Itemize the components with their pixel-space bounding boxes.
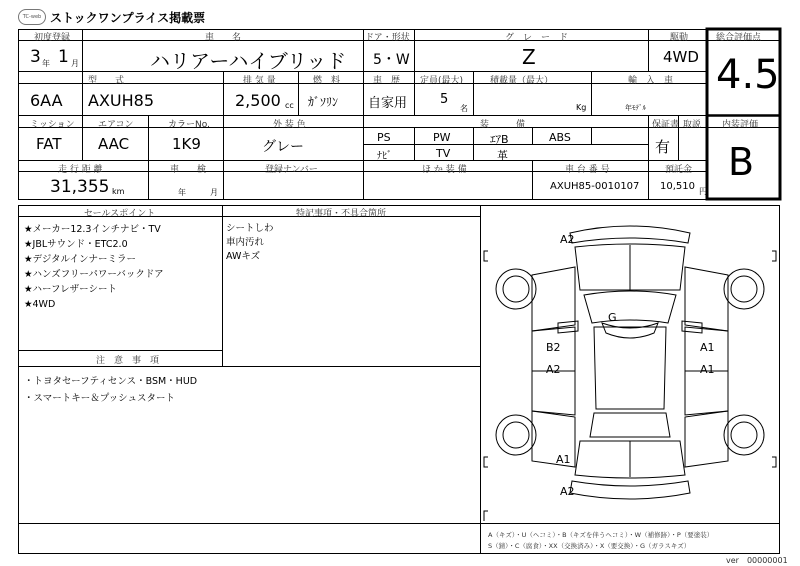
mark-right-front-door: A1	[700, 341, 715, 354]
mileage: 31,355	[50, 177, 110, 197]
mark-left-front-door: B2	[546, 341, 561, 354]
mark-right-rear-door: A1	[700, 363, 715, 376]
color-no-label: カラーNo.	[168, 120, 210, 130]
history-label: 車 歴	[373, 76, 401, 86]
recycle-deposit: 10,510	[660, 181, 695, 192]
defect-item: AWキズ	[226, 251, 261, 262]
defects-list	[226, 222, 274, 264]
sales-point: ★ハーフレザーシート	[24, 284, 117, 295]
equip-navi: ﾅﾋﾞ	[377, 151, 392, 162]
import-sub: 年ﾓﾃﾞﾙ	[625, 104, 646, 112]
note-item: ・スマートキー＆プッシュスタート	[24, 393, 175, 404]
model-prefix: 6AA	[30, 91, 63, 110]
aircon: AAC	[98, 135, 130, 153]
model: AXUH85	[88, 91, 155, 110]
fuel: ｶﾞｿﾘﾝ	[308, 95, 339, 109]
notes-list	[24, 375, 214, 405]
displacement-unit: cc	[285, 101, 294, 110]
defects-label: 特記事項・不具合箇所	[296, 209, 387, 219]
sales-point: ★デジタルインナーミラー	[24, 254, 136, 265]
equipment-label: 装 備	[480, 120, 526, 130]
logo: TC-web	[18, 9, 46, 25]
warranty-label: 保証書	[652, 120, 680, 130]
damage-legend-line2: S（錆）・C（腐食）・XX（交換済み）・X（要交換）・G（ガラスキズ）	[488, 542, 691, 550]
damage-legend-line1: A（キズ）・U（ヘコミ）・B（キズを伴うヘコミ）・W（補修跡）・P（要塗装）	[488, 531, 714, 539]
defect-item: シートしわ	[226, 223, 274, 234]
note-item: ・トヨタセーフティセンス・BSM・HUD	[24, 376, 198, 387]
displacement: 2,500	[235, 91, 281, 110]
car-name: ハリアーハイブリッド	[150, 49, 347, 73]
mark-front-bumper: A2	[560, 233, 575, 246]
mileage-unit: km	[112, 187, 125, 196]
version-label: ver 00000001	[726, 556, 788, 565]
fuel-label: 燃 料	[313, 76, 341, 86]
notes-label: 注 意 事 項	[96, 356, 160, 366]
sales-point: ★JBLサウンド・ETC2.0	[24, 239, 128, 250]
chassis-label: 車 台 番 号	[565, 165, 610, 175]
history: 自家用	[368, 96, 408, 111]
sales-point: ★メーカー12.3インチナビ・TV	[24, 224, 161, 235]
mark-left-rear-fender: A1	[556, 453, 571, 466]
inspection-year-unit: 年	[178, 188, 186, 197]
sales-points-label: セールスポイント	[84, 209, 156, 219]
drive-label: 駆動	[670, 33, 689, 43]
equip-ps: PS	[377, 131, 391, 144]
first-reg-month: 1	[58, 47, 69, 67]
load-label: 積載量（最大）	[490, 76, 554, 86]
model-label: 型 式	[88, 76, 125, 86]
warranty: 有	[655, 138, 671, 156]
first-reg-month-unit: 月	[71, 59, 79, 68]
doors: 5・W	[373, 52, 410, 68]
mark-rear-bumper: A2	[560, 485, 575, 498]
sales-points-list	[24, 222, 164, 312]
defect-item: 車内汚れ	[226, 237, 265, 248]
mission: FAT	[36, 135, 62, 153]
mileage-label: 走 行 距 離	[58, 165, 103, 175]
first-reg-label: 初度登録	[34, 33, 71, 43]
overall-label: 総合評価点	[716, 33, 762, 43]
interior-label: 内装評価	[722, 120, 759, 130]
equip-tv: TV	[436, 147, 451, 160]
inspection-label: 車 検	[170, 165, 207, 175]
capacity-unit: 名	[460, 104, 468, 113]
overall-score: 4.5	[716, 52, 780, 98]
mission-label: ミッション	[30, 120, 75, 130]
car-damage-diagram	[480, 205, 780, 523]
import-label: 輸 入 車	[628, 76, 674, 86]
first-reg-year: 3	[30, 47, 41, 67]
manual-label: 取説	[683, 120, 702, 130]
load-unit: Kg	[576, 103, 587, 112]
capacity: 5	[440, 92, 449, 107]
drive: 4WD	[663, 48, 699, 66]
car-name-label: 車 名	[205, 33, 242, 43]
sales-point: ★4WD	[24, 299, 56, 310]
grade: Z	[522, 45, 536, 69]
inspection-month-unit: 月	[210, 188, 218, 197]
other-equip-label: ほ か 装 備	[422, 165, 467, 175]
equip-abs: ABS	[549, 131, 571, 144]
exterior-label: 外 装 色	[273, 120, 306, 130]
capacity-label: 定員(最大)	[420, 76, 464, 86]
equip-airbag: ｴｱB	[490, 133, 509, 146]
plate-label: 登録ナンバー	[265, 165, 318, 175]
mark-left-rear-door: A2	[546, 363, 561, 376]
interior-score: B	[728, 140, 755, 184]
displacement-label: 排 気 量	[243, 76, 276, 86]
first-reg-year-unit: 年	[42, 59, 50, 68]
exterior-color: グレー	[262, 139, 304, 155]
recycle-label: 預託金	[665, 165, 693, 175]
equip-pw: PW	[433, 131, 451, 144]
aircon-label: エアコン	[98, 120, 134, 130]
document-title: ストックワンプライス掲載票	[50, 11, 206, 25]
sales-point: ★ハンズフリーパワーバックドア	[24, 269, 164, 280]
mark-windshield: G	[608, 311, 617, 324]
doors-label: ドア・形状	[365, 33, 410, 43]
equip-leather: 革	[497, 149, 508, 162]
grade-label: グ レ ー ド	[505, 33, 569, 43]
chassis-number: AXUH85-0010107	[550, 181, 640, 192]
recycle-unit: 円	[699, 187, 707, 196]
color-no: 1K9	[172, 135, 201, 153]
